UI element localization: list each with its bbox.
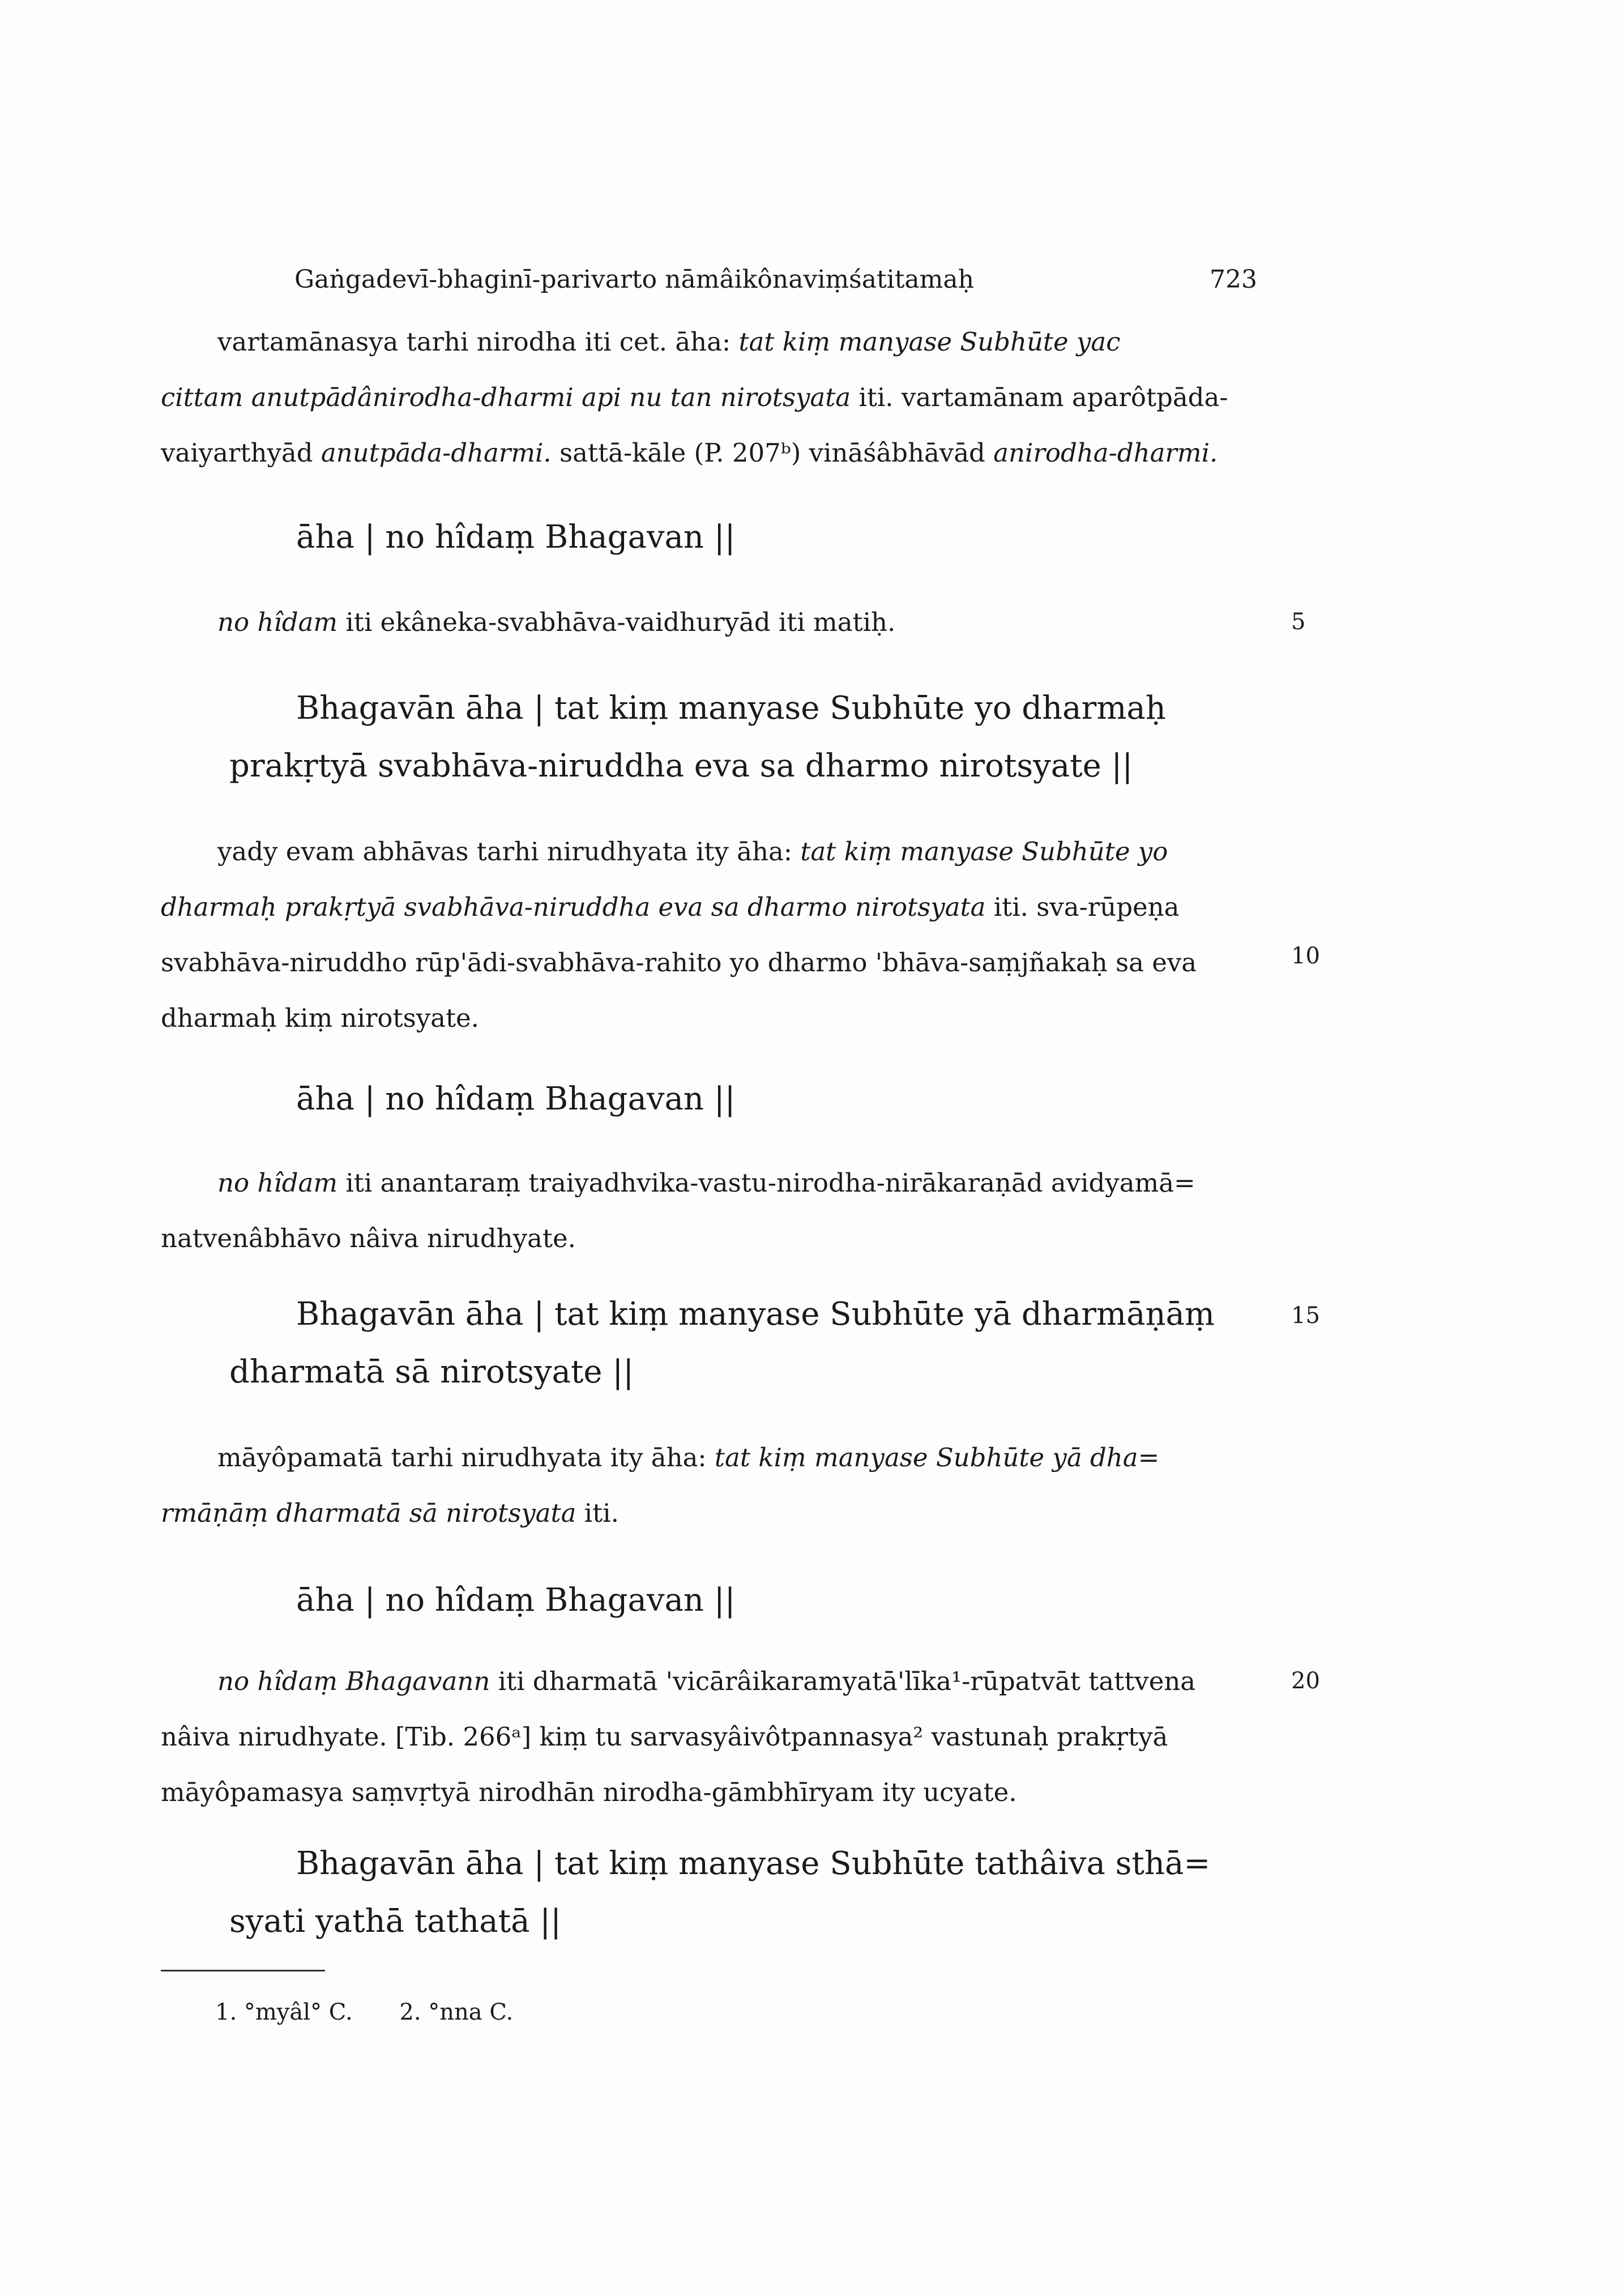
text-line: natvenâbhāvo nâiva nirudhyate. <box>161 1223 576 1253</box>
page-number: 723 <box>1210 265 1257 294</box>
text-line: cittam anutpādânirodha-dharmi api nu tan nirotsyata iti. vartamānam aparôtpāda- <box>161 382 1228 412</box>
verse-line: āha | no hîdaṃ Bhagavan || <box>296 1582 736 1619</box>
root-verse <box>229 1572 1254 1629</box>
text-line: vaiyarthyād anutpāda-dharmi. sattā-kāle (P. 207ᵇ) vināśâbhāvād anirodha-dharmi. <box>161 438 1218 468</box>
text-line: dharmaḥ kiṃ nirotsyate. <box>161 1003 479 1033</box>
commentary-paragraph <box>161 824 1254 1046</box>
text-line: yady evam abhāvas tarhi nirudhyata ity āha: tat kiṃ manyase Subhūte yo <box>217 837 1168 867</box>
verse-line: Bhagavān āha | tat kiṃ manyase Subhūte yo dharmaḥ <box>296 690 1166 727</box>
verse-line: āha | no hîdaṃ Bhagavan || <box>296 519 736 556</box>
line-number: 20 <box>1291 1668 1320 1694</box>
text-line: svabhāva-niruddho rūp'ādi-svabhāva-rahito yo dharmo 'bhāva-saṃjñakaḥ sa eva <box>161 948 1197 978</box>
footnote-2: 2. °nna C. <box>399 1999 514 2025</box>
running-header <box>294 265 1257 294</box>
root-verse <box>229 509 1254 566</box>
root-verse <box>229 680 1254 795</box>
text-line: no hîdam iti ekâneka-svabhāva-vaidhuryād iti matiḥ. <box>217 607 896 637</box>
text-line: dharmaḥ prakṛtyā svabhāva-niruddha eva sa dharmo nirotsyata iti. sva-rūpeṇa <box>161 892 1180 922</box>
line-number: 10 <box>1291 943 1320 969</box>
footnote-1: 1. °myâl° C. <box>215 1999 353 2025</box>
text-line: no hîdaṃ Bhagavann iti dharmatā 'vicārâikaramyatā'līka¹-rūpatvāt tattvena <box>217 1666 1196 1696</box>
commentary-paragraph <box>161 1430 1254 1541</box>
commentary-paragraph <box>161 1155 1254 1266</box>
verse-line: prakṛtyā svabhāva-niruddha eva sa dharmo nirotsyate || <box>229 748 1133 784</box>
footnotes <box>215 1999 553 2025</box>
commentary-paragraph <box>161 595 1254 650</box>
commentary-paragraph <box>161 1654 1254 1820</box>
verse-line: āha | no hîdaṃ Bhagavan || <box>296 1081 736 1117</box>
text-line: māyôpamatā tarhi nirudhyata ity āha: tat kiṃ manyase Subhūte yā dha= <box>217 1443 1160 1473</box>
text-line: vartamānasya tarhi nirodha iti cet. āha: tat kiṃ manyase Subhūte yac <box>217 327 1121 357</box>
commentary-paragraph <box>161 314 1254 481</box>
text-line: māyôpamasya saṃvṛtyā nirodhān nirodha-gāmbhīryam ity ucyate. <box>161 1777 1017 1807</box>
line-number: 5 <box>1291 609 1306 635</box>
running-title: Gaṅgadevī-bhaginī-parivarto nāmâikônaviṃśatitamaḥ <box>294 265 974 294</box>
verse-line: Bhagavān āha | tat kiṃ manyase Subhūte yā dharmāṇāṃ <box>296 1296 1215 1333</box>
verse-line: syati yathā tathatā || <box>229 1903 562 1940</box>
text-line: nâiva nirudhyate. [Tib. 266ᵃ] kiṃ tu sarvasyâivôtpannasya² vastunaḥ prakṛtyā <box>161 1722 1168 1752</box>
verse-line: dharmatā sā nirotsyate || <box>229 1354 634 1390</box>
text-line: rmāṇāṃ dharmatā sā nirotsyata iti. <box>161 1498 619 1528</box>
verse-line: Bhagavān āha | tat kiṃ manyase Subhūte tathâiva sthā= <box>296 1845 1211 1882</box>
text-line: no hîdam iti anantaraṃ traiyadhvika-vastu-nirodha-nirākaraṇād avidyamā= <box>217 1168 1195 1198</box>
root-verse <box>229 1286 1254 1401</box>
footnote-rule <box>161 1970 325 1971</box>
root-verse <box>229 1070 1254 1128</box>
line-number: 15 <box>1291 1303 1320 1329</box>
root-verse <box>229 1835 1254 1951</box>
